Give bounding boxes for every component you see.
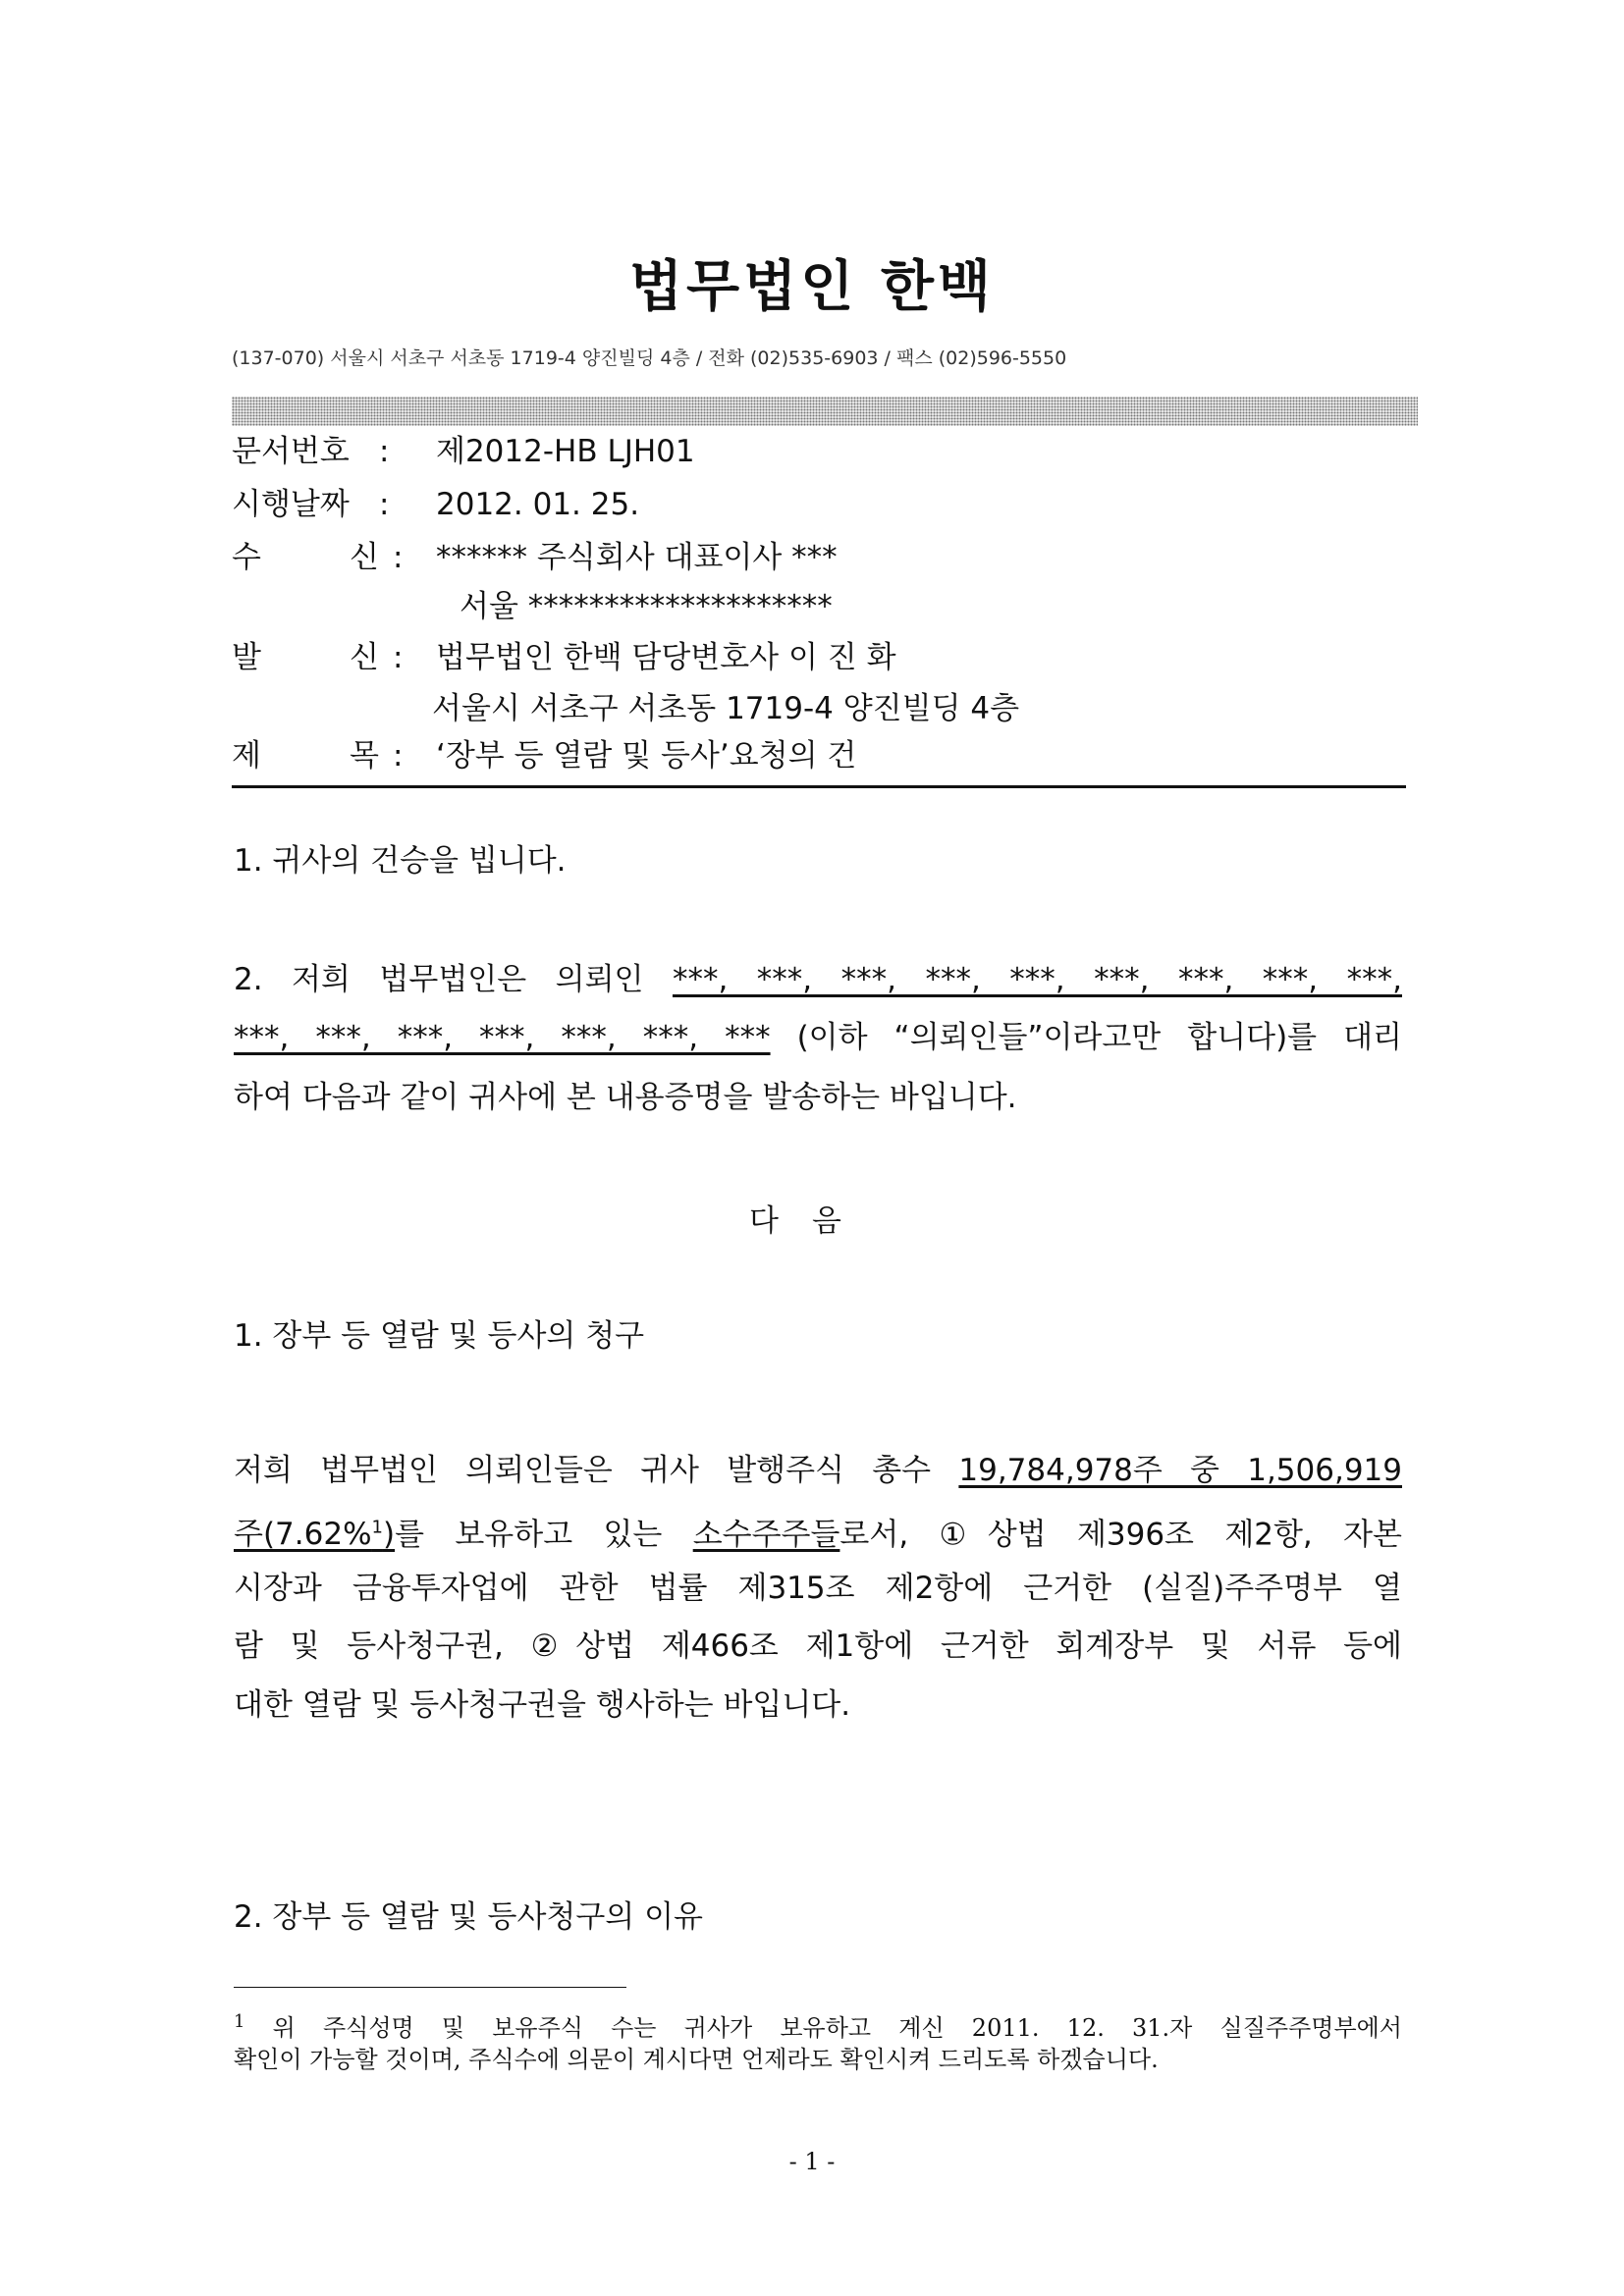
section-1-title: 1. 장부 등 열람 및 등사의 청구 bbox=[234, 1318, 645, 1354]
recipient-label-a: 수 bbox=[232, 540, 261, 575]
footnote-line-1 bbox=[234, 2004, 1402, 2040]
date-row bbox=[232, 483, 639, 526]
date-label: 시행날짜 bbox=[232, 487, 350, 522]
recipient-row bbox=[232, 536, 838, 579]
recipient-value: ****** 주식회사 대표이사 *** bbox=[436, 540, 838, 575]
client-list-part-2: ***, ***, ***, ***, ***, ***, *** bbox=[234, 1020, 771, 1055]
section-1-line-5: 대한 열람 및 등사청구권을 행사하는 바입니다. bbox=[234, 1687, 851, 1723]
letterhead-divider bbox=[232, 397, 1418, 426]
date-value: 2012. 01. 25. bbox=[436, 487, 640, 522]
recipient-colon: : bbox=[393, 540, 404, 575]
paragraph-2-line-1 bbox=[234, 957, 1402, 1002]
subject-label bbox=[232, 734, 379, 777]
footnote-line-2: 확인이 가능할 것이며, 주식수에 의문이 계시다면 언제라도 확인시켜 드리도록 하겠습니다. bbox=[234, 2046, 1159, 2073]
section-1-line-4: 람 및 등사청구권, ②상법 제466조 제1항에 근거한 회계장부 및 서류 등에 bbox=[234, 1629, 1402, 1664]
section-2-title: 2. 장부 등 열람 및 등사청구의 이유 bbox=[234, 1899, 703, 1935]
sender-colon: : bbox=[393, 640, 404, 675]
doc-number-label: 문서번호 bbox=[232, 434, 350, 469]
paragraph-2-line-3: 하여 다음과 같이 귀사에 본 내용증명을 발송하는 바입니다. bbox=[234, 1080, 1017, 1115]
section-1-line-1 bbox=[234, 1448, 1402, 1493]
paragraph-2-line-2 bbox=[234, 1015, 1402, 1060]
paragraph-2-prefix: 2. 저희 법무법인은 의뢰인 bbox=[234, 962, 644, 997]
firm-address: (137-070) 서울시 서초구 서초동 1719-4 양진빌딩 4층 / 전화 (02)535-6903 / 팩스 (02)596-5550 bbox=[232, 347, 1067, 369]
footnote-text-1: 위 주식성명 및 보유주식 수는 귀사가 보유하고 계신 2011. 12. 31.자 실질주주명부에서 bbox=[272, 2014, 1402, 2042]
sender-label bbox=[232, 636, 379, 679]
section-1-line-1-prefix: 저희 법무법인 의뢰인들은 귀사 발행주식 총수 bbox=[234, 1453, 932, 1488]
subject-colon: : bbox=[393, 738, 404, 774]
subject-label-b: 목 bbox=[350, 738, 379, 774]
subject-label-a: 제 bbox=[232, 738, 261, 774]
client-list-part-1: ***, ***, ***, ***, ***, ***, ***, ***, ***, bbox=[672, 962, 1402, 997]
center-heading: 다음 bbox=[749, 1203, 875, 1239]
recipient-address: 서울 ******************** bbox=[460, 589, 833, 624]
doc-number-colon: : bbox=[379, 434, 390, 469]
firm-name: 법무법인 한백 bbox=[628, 255, 996, 319]
recipient-label bbox=[232, 536, 379, 579]
share-percentage-close: ) bbox=[382, 1517, 396, 1553]
share-count: 19,784,978주 중 1,506,919 bbox=[958, 1453, 1402, 1488]
subject-row bbox=[232, 734, 856, 777]
sender-address: 서울시 서초구 서초동 1719-4 양진빌딩 4층 bbox=[432, 691, 1020, 726]
share-percentage bbox=[234, 1517, 395, 1552]
share-percentage-text: 주(7.62% bbox=[234, 1517, 372, 1553]
footnote-rule bbox=[234, 1987, 626, 1988]
page-number: - 1 - bbox=[788, 2148, 836, 2175]
sender-label-a: 발 bbox=[232, 640, 261, 675]
date-colon: : bbox=[379, 487, 390, 522]
sender-row bbox=[232, 636, 896, 679]
sender-label-b: 신 bbox=[350, 640, 379, 675]
doc-number-value: 제2012-HB LJH01 bbox=[436, 434, 695, 469]
paragraph-2-suffix: (이하 “의뢰인들”이라고만 합니다)를 대리 bbox=[796, 1020, 1402, 1055]
header-rule bbox=[232, 785, 1406, 788]
footnote-mark: 1 bbox=[234, 2011, 245, 2032]
footnote-ref: 1 bbox=[371, 1518, 383, 1538]
subject-value: ‘장부 등 열람 및 등사’요청의 건 bbox=[436, 738, 857, 774]
section-1-line-2-mid: 를 보유하고 있는 bbox=[395, 1517, 663, 1553]
section-1-line-2-suffix: 로서, ①상법 제396조 제2항, 자본 bbox=[839, 1517, 1402, 1553]
recipient-label-b: 신 bbox=[350, 540, 379, 575]
sender-value: 법무법인 한백 담당변호사 이 진 화 bbox=[436, 640, 896, 675]
paragraph-1: 1. 귀사의 건승을 빕니다. bbox=[234, 843, 567, 879]
section-1-line-3: 시장과 금융투자업에 관한 법률 제315조 제2항에 근거한 (실질)주주명부 열 bbox=[234, 1571, 1402, 1606]
minority-shareholders: 소수주주들 bbox=[692, 1517, 840, 1553]
section-1-line-2 bbox=[234, 1506, 1402, 1551]
doc-number-row bbox=[232, 430, 695, 473]
